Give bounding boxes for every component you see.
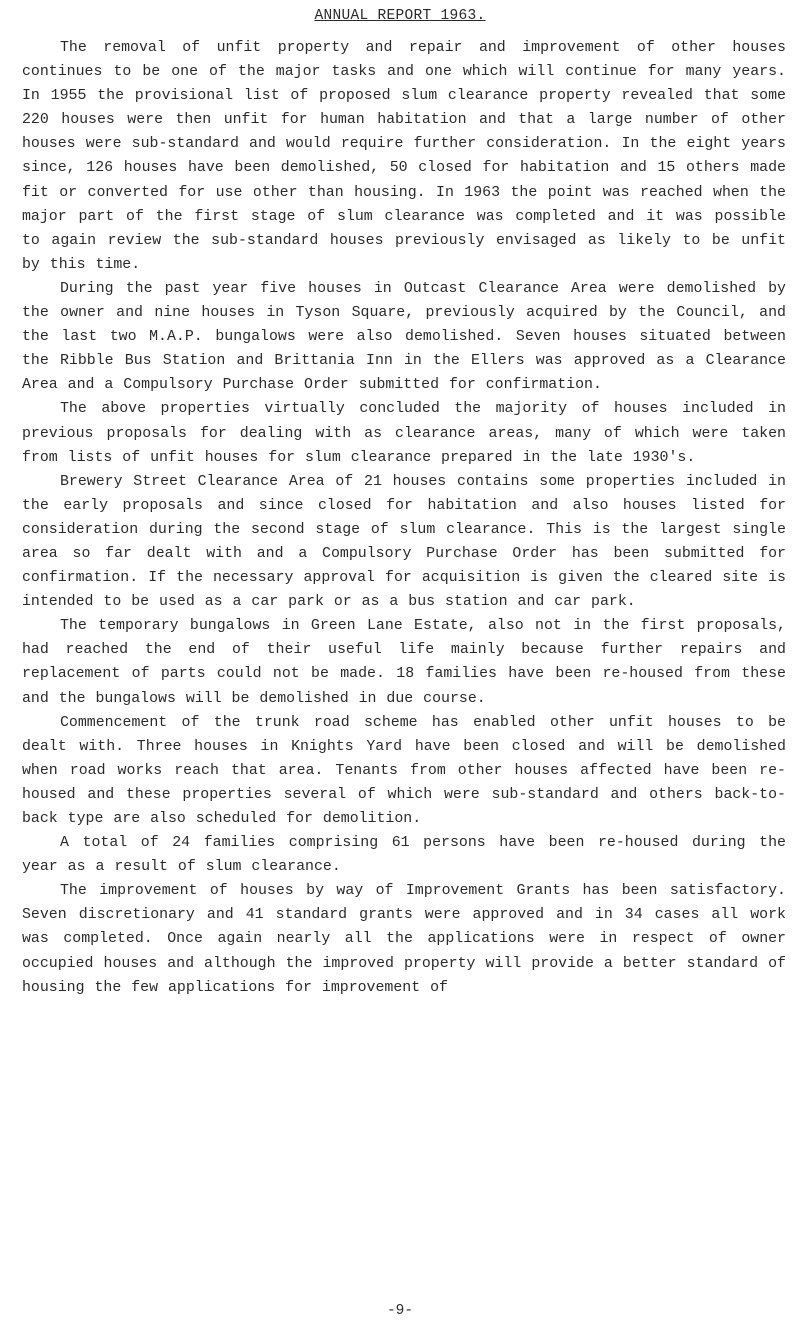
paragraph-temporary-bungalows: The temporary bungalows in Green Lane Estate, also not in the first proposals, had reached the end of their useful life mainly because further repairs and replacement of parts could not be made. 18 families have been re-housed from these and the bungalows will be demolished in due course.	[22, 618, 786, 707]
paragraph-improvement-grants: The improvement of houses by way of Improvement Grants has been satisfactory. Seven discretionary and 41 standard grants were approved and in 34 cases all work was completed. Once again nearly all the applications were in respect of owner occupied houses and although the improved property will provide a better standard of housing the few applications for improvement of	[22, 883, 786, 996]
paragraph-trunk-road-scheme: Commencement of the trunk road scheme has enabled other unfit houses to be dealt with. Three houses in Knights Yard have been closed and will be demolished when road works reach that area. Tenants from other houses affected have been re-housed and these properties several of which were sub-standard and others back-to-back type are also scheduled for demolition.	[22, 714, 786, 827]
page-header: ANNUAL REPORT 1963.	[314, 8, 486, 24]
page-number: -9-	[386, 1303, 414, 1319]
paragraph-rehoused-families: A total of 24 families comprising 61 persons have been re-housed during the year as a result of slum clearance.	[22, 835, 786, 876]
paragraph-demolitions-past-year: During the past year five houses in Outcast Clearance Area were demolished by the owner and nine houses in Tyson Square, previously acquired by the Council, and the last two M.A.P. bungalows were also demolished. Seven houses situated between the Ribble Bus Station and Brittania Inn in the Ellers was approved as a Clearance Area and a Compulsory Purchase Order submitted for confirmation.	[22, 280, 786, 394]
paragraph-previous-proposals: The above properties virtually concluded the majority of houses included in previous proposals for dealing with as clearance areas, many of which were taken from lists of unfit houses for slum clearance prepared in the late 1930's.	[22, 401, 786, 466]
paragraph-brewery-street: Brewery Street Clearance Area of 21 houses contains some properties included in the early proposals and since closed for habitation and also houses listed for consideration during the second stage of slum clearance. This is the largest single area so far dealt with and a Compulsory Purchase Order has been submitted for confirmation. If the necessary approval for acquisition is given the cleared site is intended to be used as a car park or as a bus station and car park.	[22, 473, 786, 611]
paragraph-slum-clearance-overview: The removal of unfit property and repair and improvement of other houses continues to be one of the major tasks and one which will continue for many years. In 1955 the provisional list of proposed slum clearance property revealed that some 220 houses were then unfit for human habitation and that a large number of other houses were sub-standard and would require further consideration. In the eight years since, 126 houses have been demolished, 50 closed for habitation and 15 others made fit or converted for use other than housing. In 1963 the point was reached when the major part of the first stage of slum clearance was completed and it was possible to again review the sub-standard houses previously envisaged as likely to be unfit by this time.	[22, 40, 786, 273]
report-body	[22, 36, 786, 1000]
